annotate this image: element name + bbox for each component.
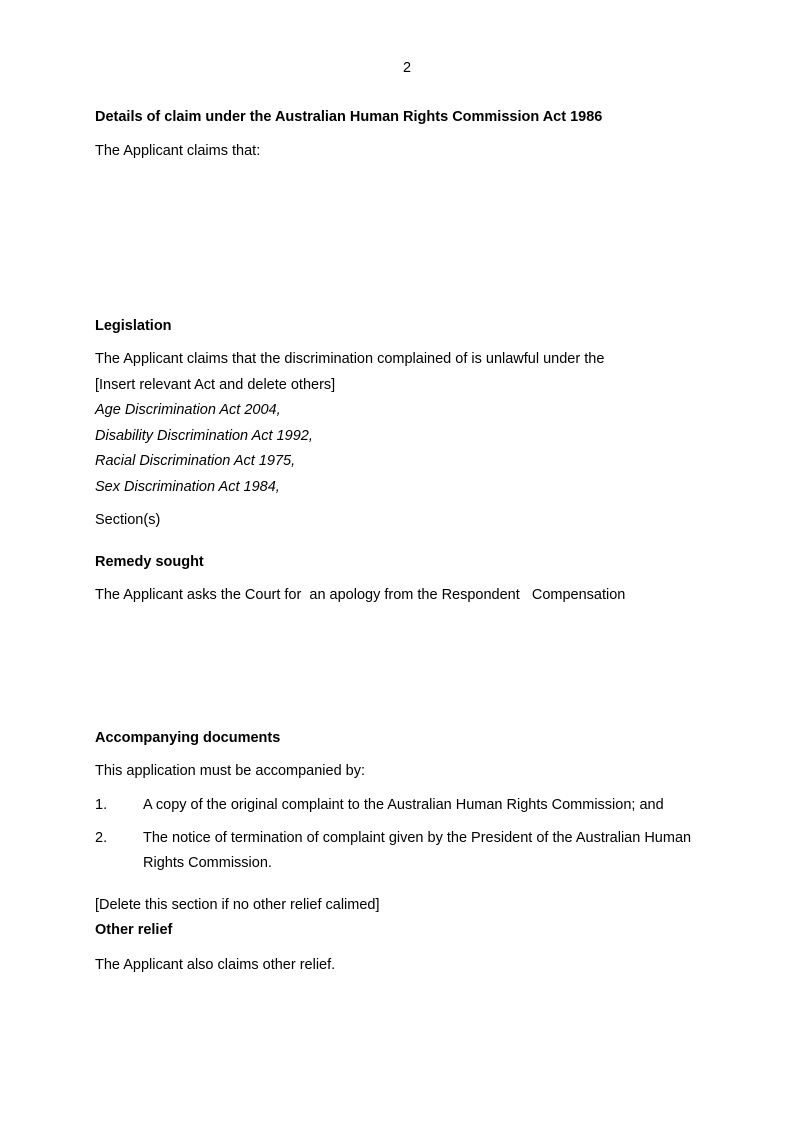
accompanying-heading: Accompanying documents [95,730,281,746]
legislation-instruction: [Insert relevant Act and delete others] [95,377,336,393]
list-item-text-continued: Rights Commission. [143,855,272,871]
other-relief-heading: Other relief [95,922,173,938]
act-disability: Disability Discrimination Act 1992, [95,428,313,444]
list-item-number: 1. [95,797,108,813]
act-racial: Racial Discrimination Act 1975, [95,453,296,469]
claim-heading: Details of claim under the Australian Human Rights Commission Act 1986 [95,109,603,125]
other-relief-text: The Applicant also claims other relief. [95,957,336,973]
list-item-text: A copy of the original complaint to the Australian Human Rights Commission; and [143,797,664,813]
remedy-text: The Applicant asks the Court for an apology from the Respondent Compensation [95,587,626,603]
remedy-heading: Remedy sought [95,554,204,570]
list-item-number: 2. [95,830,108,846]
act-age: Age Discrimination Act 2004, [95,402,281,418]
other-relief-instruction: [Delete this section if no other relief calimed] [95,897,380,913]
list-item-text: The notice of termination of complaint given by the President of the Australian Human [143,830,692,846]
accompanying-intro: This application must be accompanied by: [95,763,366,779]
legislation-intro: The Applicant claims that the discrimination complained of is unlawful under the [95,351,605,367]
sections-label: Section(s) [95,512,161,528]
legislation-heading: Legislation [95,318,172,334]
act-sex: Sex Discrimination Act 1984, [95,479,280,495]
page-number: 2 [403,60,412,76]
claim-intro: The Applicant claims that: [95,143,261,159]
